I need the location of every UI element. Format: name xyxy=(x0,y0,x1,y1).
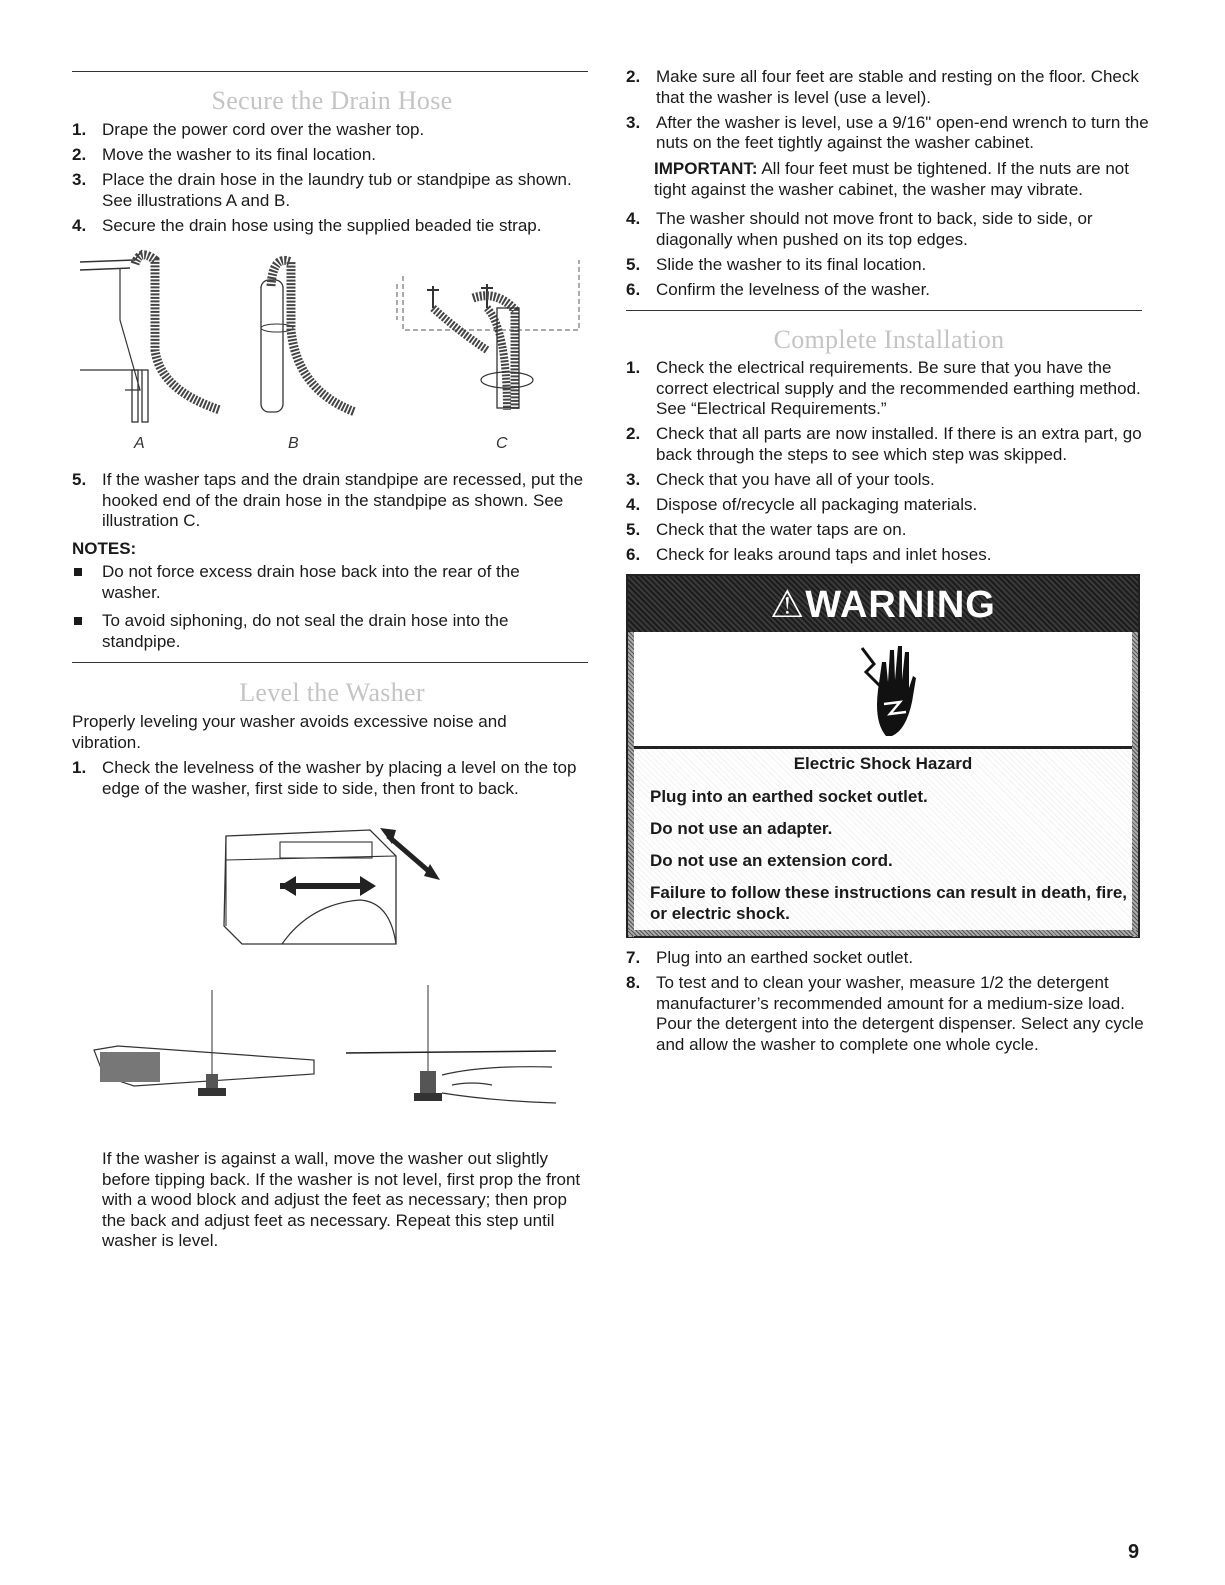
important-note: IMPORTANT: All four feet must be tightened. If the nuts are not tight against the washer cabinet, the washer may vibrate. xyxy=(654,159,1129,199)
washer-level-illustration xyxy=(220,826,450,948)
warning-box xyxy=(626,574,1140,938)
list-item: 6. Check for leaks around taps and inlet hoses. xyxy=(626,544,992,564)
list-item: 4. Dispose of/recycle all packaging materials. xyxy=(626,494,978,514)
warning-triangle-icon: ⚠ xyxy=(770,584,806,626)
list-item: 3. Check that you have all of your tools. xyxy=(626,469,935,489)
note-item: Do not force excess drain hose back into the rear of the washer. xyxy=(72,562,572,603)
level-intro: Properly leveling your washer avoids excessive noise and vibration. xyxy=(72,712,507,752)
list-item: 5. If the washer taps and the drain standpipe are recessed, put the hooked end of the drain hose in the standpipe as shown. See illustration C. xyxy=(72,470,584,530)
section-rule xyxy=(72,71,588,72)
level-steps-continued xyxy=(626,67,1152,158)
level-steps-continued-2 xyxy=(626,209,1152,305)
note-item: To avoid siphoning, do not seal the drain hose into the standpipe. xyxy=(72,611,572,652)
list-item: 3. After the washer is level, use a 9/16" open-end wrench to turn the nuts on the feet tightly against the washer cabinet. xyxy=(626,112,1149,152)
figure-label-c: C xyxy=(496,435,508,452)
list-item: 5. Slide the washer to its final location. xyxy=(626,254,927,274)
warning-heading: WARNING xyxy=(805,584,996,626)
list-item: 2. Move the washer to its final location. xyxy=(72,145,377,164)
foot-adjust-illustration-left xyxy=(94,990,354,1110)
list-item: 4. The washer should not move front to back, side to side, or diagonally when pushed on its top edges. xyxy=(626,209,1093,249)
electric-shock-hand-icon xyxy=(860,642,916,740)
complete-steps-after xyxy=(626,948,1152,1060)
level-step-1 xyxy=(72,758,592,804)
list-item: 1. Check the levelness of the washer by placing a level on the top edge of the washer, first side to side, then front to back. xyxy=(72,758,577,798)
warning-instruction: Do not use an adapter. xyxy=(650,819,833,838)
figure-label-a: A xyxy=(134,435,145,452)
page-number: 9 xyxy=(1128,1541,1140,1563)
foot-adjust-illustration-right xyxy=(342,985,572,1115)
warning-header xyxy=(628,576,1138,632)
drain-illustration-b xyxy=(257,250,377,430)
warning-instruction: Do not use an extension cord. xyxy=(650,851,893,870)
list-item: 7. Plug into an earthed socket outlet. xyxy=(626,948,914,967)
complete-section-title: Complete Installation xyxy=(773,325,1005,354)
drain-steps xyxy=(72,120,592,241)
warning-instruction: Failure to follow these instructions can result in death, fire, or electric shock. xyxy=(650,883,1128,923)
figure-label-b: B xyxy=(288,435,299,452)
level-section-title: Level the Washer xyxy=(239,678,425,707)
list-item: 2. Make sure all four feet are stable and resting on the floor. Check that the washer is level (use a level). xyxy=(626,67,1139,107)
drain-illustration-a xyxy=(80,250,240,430)
drain-illustration-c xyxy=(397,250,587,430)
list-item: 2. Check that all parts are now installed. If there is an extra part, go back through the steps to see which step was skipped. xyxy=(626,424,1142,464)
list-item: 8. To test and to clean your washer, measure 1/2 the detergent manufacturer’s recommended amount for a medium-size load. Pour the detergent into the detergent dispenser. Select any cycle and allow the washer to complete one whole cycle. xyxy=(626,973,1144,1054)
notes-heading: NOTES: xyxy=(72,539,137,558)
section-rule xyxy=(626,310,1142,311)
wall-paragraph: If the washer is against a wall, move the washer out slightly before tipping back. If the washer is not level, first prop the front with a wood block and adjust the feet as necessary; then prop the back and adjust feet as necessary. Repeat this step until washer is level. xyxy=(102,1149,581,1250)
list-item: 3. Place the drain hose in the laundry tub or standpipe as shown. See illustrations A and B. xyxy=(72,170,572,210)
list-item: 6. Confirm the levelness of the washer. xyxy=(626,279,931,299)
list-item: 4. Secure the drain hose using the supplied beaded tie strap. xyxy=(72,215,542,235)
section-rule xyxy=(72,662,588,663)
complete-steps xyxy=(626,358,1152,570)
warning-instruction: Plug into an earthed socket outlet. xyxy=(650,787,928,806)
list-item: 1. Drape the power cord over the washer top. xyxy=(72,120,425,139)
warning-hazard-title: Electric Shock Hazard xyxy=(793,754,973,773)
drain-section-title: Secure the Drain Hose xyxy=(211,86,453,115)
drain-step-5 xyxy=(72,470,592,536)
list-item: 1. Check the electrical requirements. Be sure that you have the correct electrical supply and the recommended earthing method. See “Electrical Requirements.” xyxy=(626,358,1141,418)
list-item: 5. Check that the water taps are on. xyxy=(626,519,907,539)
